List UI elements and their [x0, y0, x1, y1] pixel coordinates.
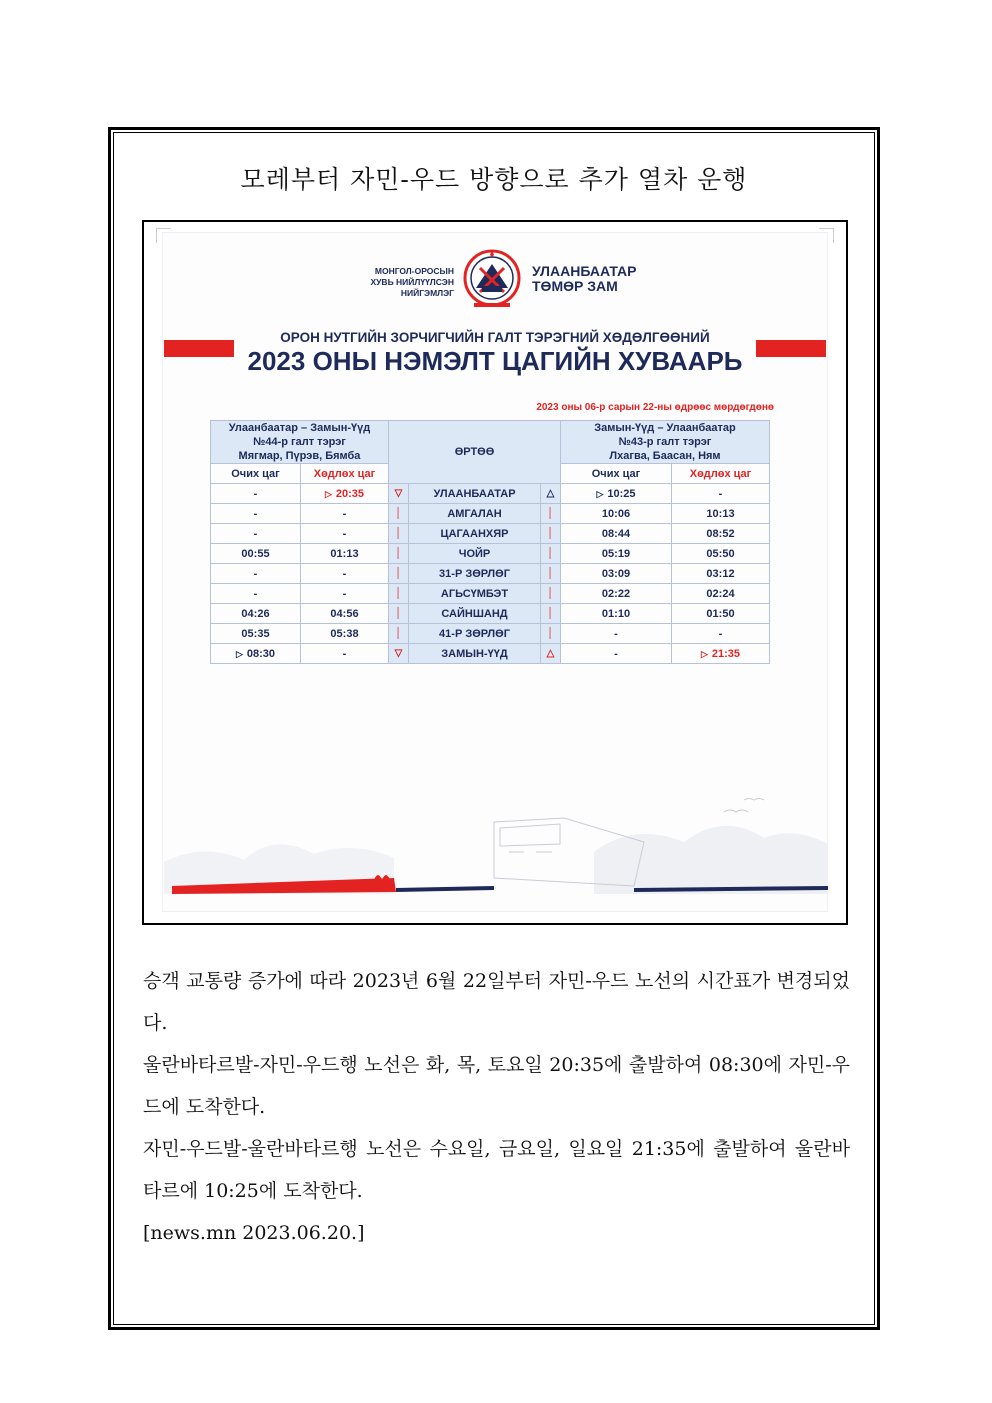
left-depart-time: -: [301, 504, 389, 524]
right-arrive-time: -: [561, 624, 672, 644]
right-depart-time: -: [672, 624, 770, 644]
left-depart-time: ▷ 20:35: [301, 484, 389, 504]
play-marker-icon: ▷: [235, 648, 243, 659]
timetable-row: [211, 624, 770, 644]
right-depart-time: 02:24: [672, 584, 770, 604]
left-arrive-time: -: [211, 584, 301, 604]
station-name: УЛААНБААТАР: [409, 484, 541, 504]
right-depart-time: 08:52: [672, 524, 770, 544]
direction-line: │: [389, 544, 409, 564]
station-name: АГЬСҮМБЭТ: [409, 584, 541, 604]
right-arrive-time: 05:19: [561, 544, 672, 564]
left-arrive-time: 04:26: [211, 604, 301, 624]
left-depart-time: -: [301, 564, 389, 584]
corner-ornament: [156, 228, 171, 243]
direction-line: │: [389, 584, 409, 604]
station-name: ЧОЙР: [409, 544, 541, 564]
left-arrive-time: -: [211, 504, 301, 524]
station-name: САЙНШАНД: [409, 604, 541, 624]
timetable-row: [211, 484, 770, 504]
right-depart-time: 10:13: [672, 504, 770, 524]
right-arrive-time: 08:44: [561, 524, 672, 544]
station-name: ЗАМЫН-ҮҮД: [409, 644, 541, 664]
timetable-row: [211, 584, 770, 604]
right-arrive-time: ▷ 10:25: [561, 484, 672, 504]
left-arrive-header: Очих цаг: [211, 464, 301, 484]
railway-emblem-icon: [462, 248, 522, 312]
station-name: 41-Р ЗӨРЛӨГ: [409, 624, 541, 644]
station-column-header: ӨРТӨӨ: [389, 421, 561, 484]
left-depart-time: 05:38: [301, 624, 389, 644]
direction-line: │: [541, 624, 561, 644]
left-route-header: Улаанбаатар – Замын-Үүд №44-р галт тэрэг Мягмар, Пүрэв, Бямба: [211, 421, 389, 464]
left-arrive-time: -: [211, 484, 301, 504]
up-direction-icon: △: [541, 644, 561, 664]
station-name: ЦАГААНХЯР: [409, 524, 541, 544]
left-depart-header: Хөдлөх цаг: [301, 464, 389, 484]
article-body: [143, 960, 850, 1254]
direction-line: │: [541, 524, 561, 544]
left-arrive-time: -: [211, 564, 301, 584]
left-depart-time: 04:56: [301, 604, 389, 624]
direction-line: │: [541, 584, 561, 604]
effective-date: 2023 оны 06-р сарын 22-ны өдрөөс мөрдөгдөнө: [536, 402, 774, 413]
left-depart-time: -: [301, 584, 389, 604]
direction-line: │: [389, 604, 409, 624]
poster-title: 2023 ОНЫ НЭМЭЛТ ЦАГИЙН ХУВААРЬ: [247, 346, 743, 376]
timetable-poster: [142, 220, 848, 925]
timetable-table: [210, 420, 770, 664]
right-arrive-header: Очих цаг: [561, 464, 672, 484]
direction-line: │: [541, 544, 561, 564]
org-name-right: УЛААНБААТАР ТӨМӨР ЗАМ: [532, 263, 637, 294]
org-name-left: МОНГОЛ-ОРОСЫН ХУВЬ НИЙЛҮҮЛСЭН НИЙГЭМЛЭГ: [370, 266, 454, 298]
left-depart-time: -: [301, 644, 389, 664]
timetable-rows: [211, 484, 770, 664]
article-headline: 모레부터 자민-우드 방향으로 추가 열차 운행: [240, 165, 748, 194]
body-paragraph: 자민-우드발-울란바타르행 노선은 수요일, 금요일, 일요일 21:35에 출발하여 울란바타르에 10:25에 도착한다.: [143, 1138, 850, 1202]
right-depart-header: Хөдлөх цаг: [672, 464, 770, 484]
up-direction-icon: △: [541, 484, 561, 504]
timetable-row: [211, 564, 770, 584]
right-arrive-time: -: [561, 644, 672, 664]
play-marker-icon: ▷: [596, 488, 604, 499]
direction-line: │: [541, 504, 561, 524]
right-depart-time: 01:50: [672, 604, 770, 624]
poster-subtitle: ОРОН НУТГИЙН ЗОРЧИГЧИЙН ГАЛТ ТЭРЭГНИЙ ХӨДӨЛГӨӨНИЙ: [280, 330, 710, 345]
direction-line: │: [389, 624, 409, 644]
down-direction-icon: ▽: [389, 644, 409, 664]
left-arrive-time: -: [211, 524, 301, 544]
direction-line: │: [541, 604, 561, 624]
timetable-row: [211, 524, 770, 544]
direction-line: │: [389, 564, 409, 584]
right-arrive-time: 03:09: [561, 564, 672, 584]
body-paragraph: 승객 교통량 증가에 따라 2023년 6월 22일부터 자민-우드 노선의 시간표가 변경되었다.: [143, 970, 850, 1034]
left-arrive-time: ▷ 08:30: [211, 644, 301, 664]
play-marker-icon: ▷: [700, 648, 708, 659]
timetable-row: [211, 544, 770, 564]
right-depart-time: ▷ 21:35: [672, 644, 770, 664]
left-depart-time: -: [301, 524, 389, 544]
right-depart-time: -: [672, 484, 770, 504]
right-arrive-time: 10:06: [561, 504, 672, 524]
left-depart-time: 01:13: [301, 544, 389, 564]
timetable-row: [211, 604, 770, 624]
play-marker-icon: ▷: [324, 488, 332, 499]
right-arrive-time: 01:10: [561, 604, 672, 624]
right-depart-time: 03:12: [672, 564, 770, 584]
body-paragraph: 울란바타르발-자민-우드행 노선은 화, 목, 토요일 20:35에 출발하여 08:30에 자민-우드에 도착한다.: [143, 1054, 850, 1118]
direction-line: │: [541, 564, 561, 584]
corner-ornament: [819, 228, 834, 243]
timetable-row: [211, 644, 770, 664]
source-citation: [news.mn 2023.06.20.]: [143, 1222, 365, 1244]
left-arrive-time: 05:35: [211, 624, 301, 644]
direction-line: │: [389, 504, 409, 524]
right-depart-time: 05:50: [672, 544, 770, 564]
train-landscape-illustration: [164, 782, 828, 894]
timetable-row: [211, 504, 770, 524]
left-arrive-time: 00:55: [211, 544, 301, 564]
right-route-header: Замын-Үүд – Улаанбаатар №43-р галт тэрэг Лхагва, Баасан, Ням: [561, 421, 770, 464]
right-arrive-time: 02:22: [561, 584, 672, 604]
station-name: 31-Р ЗӨРЛӨГ: [409, 564, 541, 584]
station-name: АМГАЛАН: [409, 504, 541, 524]
down-direction-icon: ▽: [389, 484, 409, 504]
direction-line: │: [389, 524, 409, 544]
